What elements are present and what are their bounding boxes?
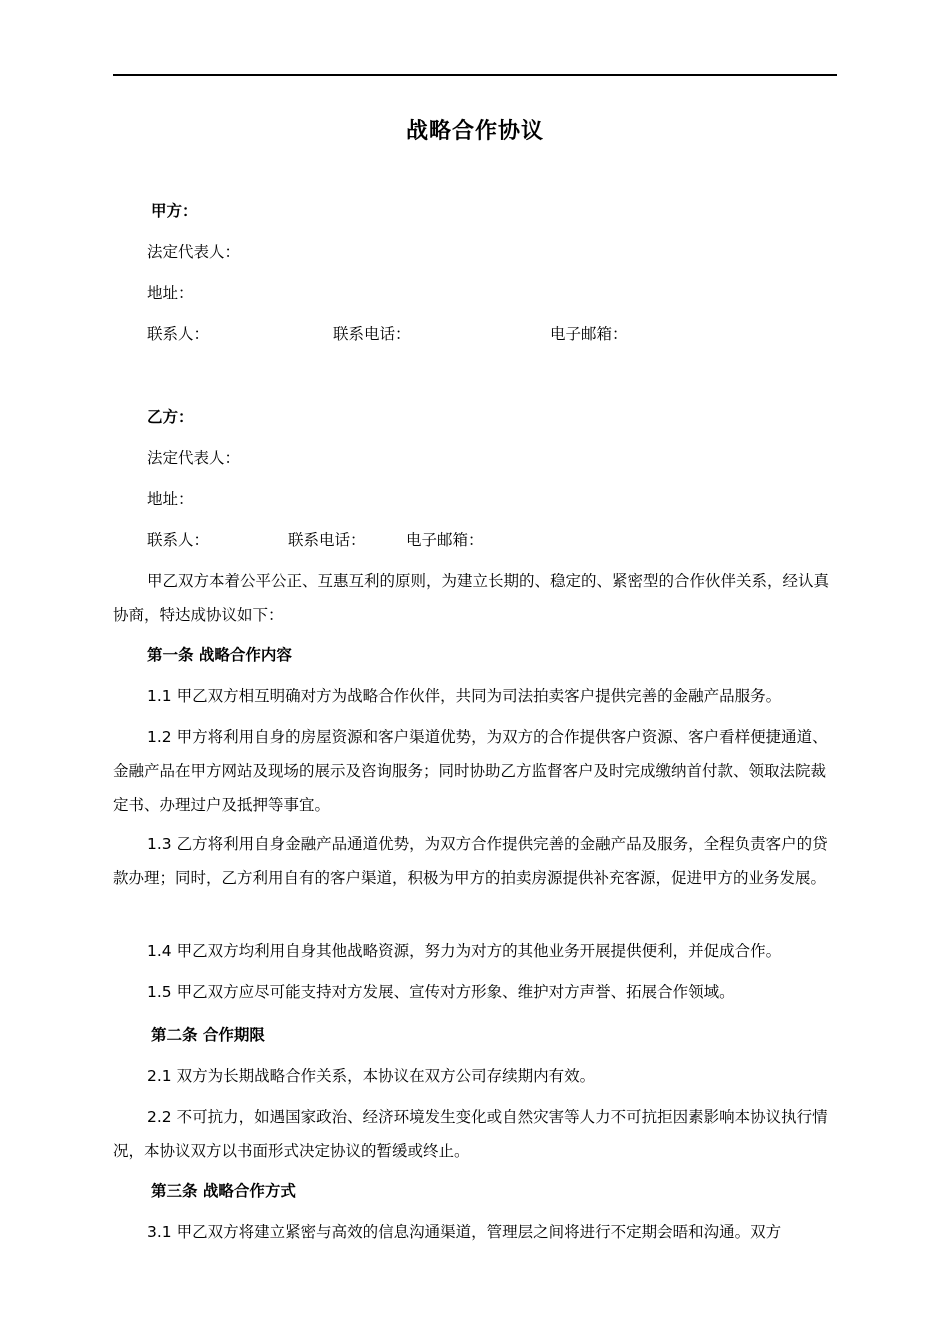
article-3-heading: 第三条 战略合作方式 [151, 1182, 296, 1200]
clause-1-2-text: 1.2 甲方将利用自身的房屋资源和客户渠道优势，为双方的合作提供客户资源、客户看样便捷通道、金融产品在甲方网站及现场的展示及咨询服务；同时协助乙方监督客户及时完成缴纳首付款、领取法院裁定书、办理过户及抵押等事宜。 [113, 728, 828, 814]
party-a-legal-rep: 法定代表人： [147, 243, 241, 261]
clause-1-5 [113, 975, 837, 1009]
party-b-email: 电子邮箱： [406, 531, 484, 549]
clause-1-5-text: 1.5 甲乙双方应尽可能支持对方发展、宣传对方形象、维护对方声誉、拓展合作领域。 [147, 983, 735, 1001]
clause-3-1 [113, 1215, 837, 1249]
clause-1-2 [113, 720, 837, 822]
clause-1-1 [113, 679, 837, 713]
party-a-address: 地址： [147, 284, 194, 302]
clause-2-2-text: 2.2 不可抗力，如遇国家政治、经济环境发生变化或自然灾害等人力不可抗拒因素影响本协议执行情况，本协议双方以书面形式决定协议的暂缓或终止。 [113, 1108, 828, 1160]
clause-1-4-text: 1.4 甲乙双方均利用自身其他战略资源，努力为对方的其他业务开展提供便利，并促成合作。 [147, 942, 782, 960]
clause-2-1 [113, 1059, 837, 1093]
clause-3-1-text: 3.1 甲乙双方将建立紧密与高效的信息沟通渠道，管理层之间将进行不定期会晤和沟通。双方 [147, 1223, 782, 1241]
party-a-email: 电子邮箱： [550, 325, 628, 343]
intro-text: 甲乙双方本着公平公正、互惠互利的原则，为建立长期的、稳定的、紧密型的合作伙伴关系，经认真协商，特达成协议如下： [113, 572, 830, 624]
party-a-heading: 甲方： [151, 202, 198, 220]
document-title: 战略合作协议 [405, 119, 544, 144]
party-b-legal-rep: 法定代表人： [147, 449, 241, 467]
header-rule [113, 74, 837, 76]
party-b-contact: 联系人： [147, 531, 210, 549]
article-2-heading: 第二条 合作期限 [151, 1026, 265, 1044]
clause-1-3 [113, 827, 837, 895]
clause-1-1-text: 1.1 甲乙双方相互明确对方为战略合作伙伴，共同为司法拍卖客户提供完善的金融产品服务。 [147, 687, 782, 705]
party-b-phone: 联系电话： [288, 531, 366, 549]
article-1-heading: 第一条 战略合作内容 [147, 646, 292, 664]
party-b-address: 地址： [147, 490, 194, 508]
party-a-phone: 联系电话： [333, 325, 411, 343]
clause-2-1-text: 2.1 双方为长期战略合作关系，本协议在双方公司存续期内有效。 [147, 1067, 596, 1085]
party-a-contact: 联系人： [147, 325, 210, 343]
clause-1-3-text: 1.3 乙方将利用自身金融产品通道优势，为双方合作提供完善的金融产品及服务，全程负责客户的贷款办理；同时，乙方利用自有的客户渠道，积极为甲方的拍卖房源提供补充客源，促进甲方的业务发展。 [113, 835, 828, 887]
clause-1-4 [113, 934, 837, 968]
intro-paragraph [113, 564, 837, 632]
party-b-heading: 乙方： [147, 408, 194, 426]
clause-2-2 [113, 1100, 837, 1168]
